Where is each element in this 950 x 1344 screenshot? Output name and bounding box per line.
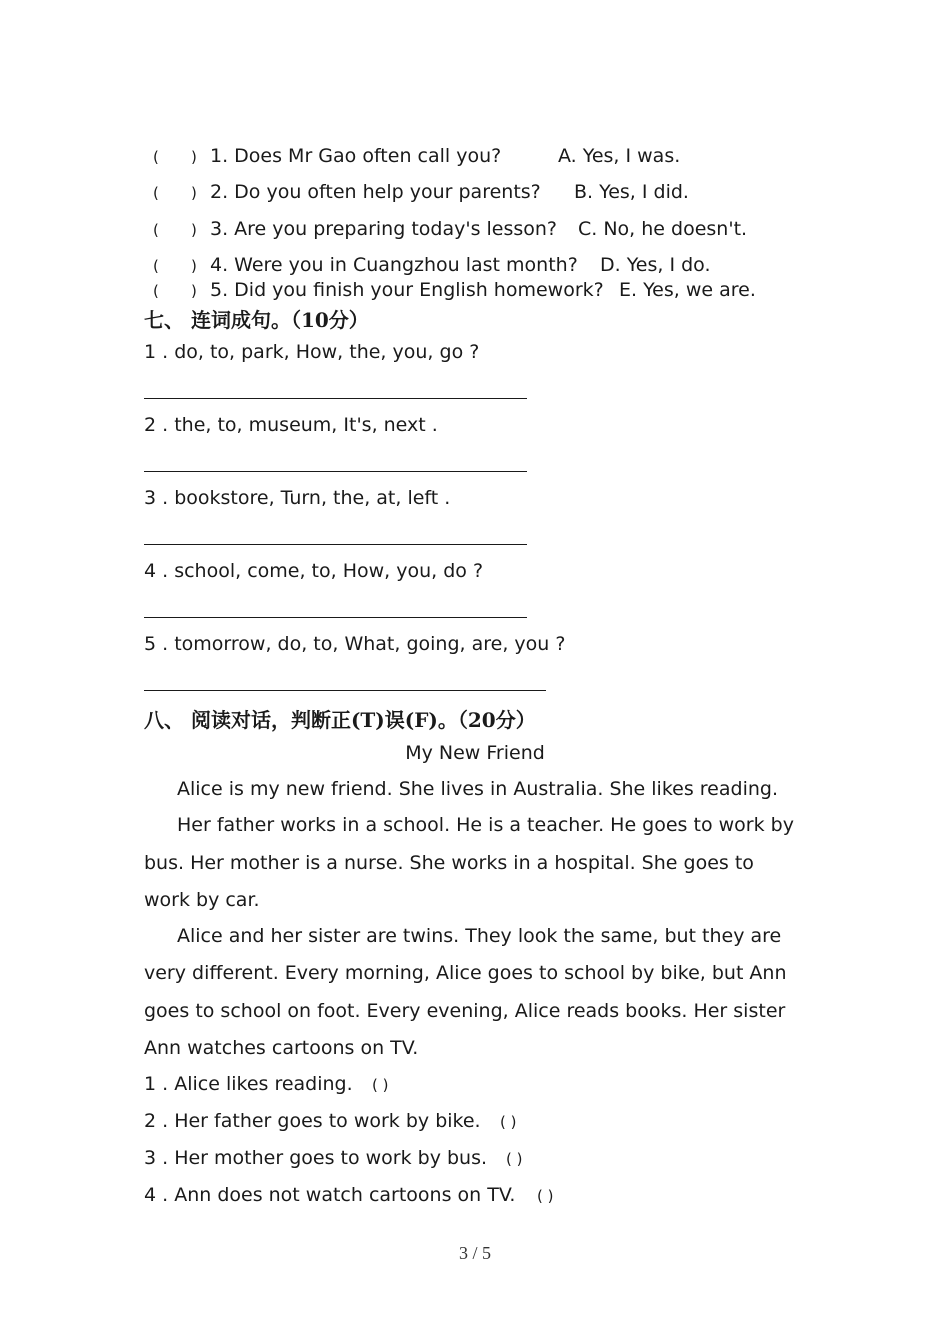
answer-line[interactable] — [144, 690, 546, 691]
answer-paren-open[interactable]: ( — [153, 257, 159, 275]
sentence-prompt: 2 . the, to, museum, It's, next . — [144, 414, 438, 436]
passage-line: goes to school on foot. Every evening, Alice reads books. Her sister — [144, 1000, 786, 1022]
page-number: 3 / 5 — [458, 1243, 491, 1263]
matching-answer: B. Yes, I did. — [574, 181, 689, 203]
sentence-prompt: 1 . do, to, park, How, the, you, go ? — [144, 341, 480, 363]
answer-paren-close: ) — [191, 221, 197, 239]
matching-answer: E. Yes, we are. — [619, 279, 756, 301]
matching-question: 2. Do you often help your parents? — [210, 181, 541, 203]
passage-line: work by car. — [144, 889, 260, 911]
passage-line: Ann watches cartoons on TV. — [144, 1037, 419, 1059]
question-text: 4 . Ann does not watch cartoons on TV. — [144, 1184, 516, 1206]
answer-line[interactable] — [144, 471, 527, 472]
answer-paren-close: ) — [191, 184, 197, 202]
question-text: 1 . Alice likes reading. — [144, 1073, 353, 1095]
answer-line[interactable] — [144, 544, 527, 545]
passage-line: Alice is my new friend. She lives in Australia. She likes reading. — [177, 778, 778, 800]
answer-paren-open[interactable]: ( — [153, 282, 159, 300]
matching-answer: C. No, he doesn't. — [578, 218, 748, 240]
matching-question: 1. Does Mr Gao often call you? — [210, 145, 502, 167]
answer-paren-open[interactable]: ( — [153, 148, 159, 166]
answer-paren-close: ) — [191, 148, 197, 166]
answer-paren-close: ) — [191, 282, 197, 300]
matching-question: 4. Were you in Cuangzhou last month? — [210, 254, 578, 276]
sentence-prompt: 4 . school, come, to, How, you, do ? — [144, 560, 484, 582]
answer-blank[interactable]: ( ) — [500, 1113, 517, 1131]
passage-title: My New Friend — [405, 742, 545, 764]
answer-blank[interactable]: ( ) — [537, 1187, 554, 1205]
matching-answer: A. Yes, I was. — [558, 145, 681, 167]
answer-blank[interactable]: ( ) — [372, 1076, 389, 1094]
matching-question: 5. Did you finish your English homework? — [210, 279, 604, 301]
passage-line: bus. Her mother is a nurse. She works in a hospital. She goes to — [144, 852, 754, 874]
answer-paren-open[interactable]: ( — [153, 221, 159, 239]
matching-question: 3. Are you preparing today's lesson? — [210, 218, 558, 240]
sentence-prompt: 5 . tomorrow, do, to, What, going, are, you ? — [144, 633, 566, 655]
sentence-prompt: 3 . bookstore, Turn, the, at, left . — [144, 487, 451, 509]
answer-paren-close: ) — [191, 257, 197, 275]
passage-line: very different. Every morning, Alice goes to school by bike, but Ann — [144, 962, 787, 984]
section-heading: 七、 连词成句。（10分） — [144, 308, 369, 332]
question-text: 2 . Her father goes to work by bike. — [144, 1110, 481, 1132]
passage-line: Alice and her sister are twins. They look the same, but they are — [177, 925, 782, 947]
question-text: 3 . Her mother goes to work by bus. — [144, 1147, 488, 1169]
answer-paren-open[interactable]: ( — [153, 184, 159, 202]
answer-blank[interactable]: ( ) — [506, 1150, 523, 1168]
answer-line[interactable] — [144, 398, 527, 399]
passage-line: Her father works in a school. He is a teacher. He goes to work by — [177, 814, 794, 836]
section-heading: 八、 阅读对话，判断正(T)误(F)。（20分） — [144, 708, 536, 732]
answer-line[interactable] — [144, 617, 527, 618]
matching-answer: D. Yes, I do. — [600, 254, 711, 276]
